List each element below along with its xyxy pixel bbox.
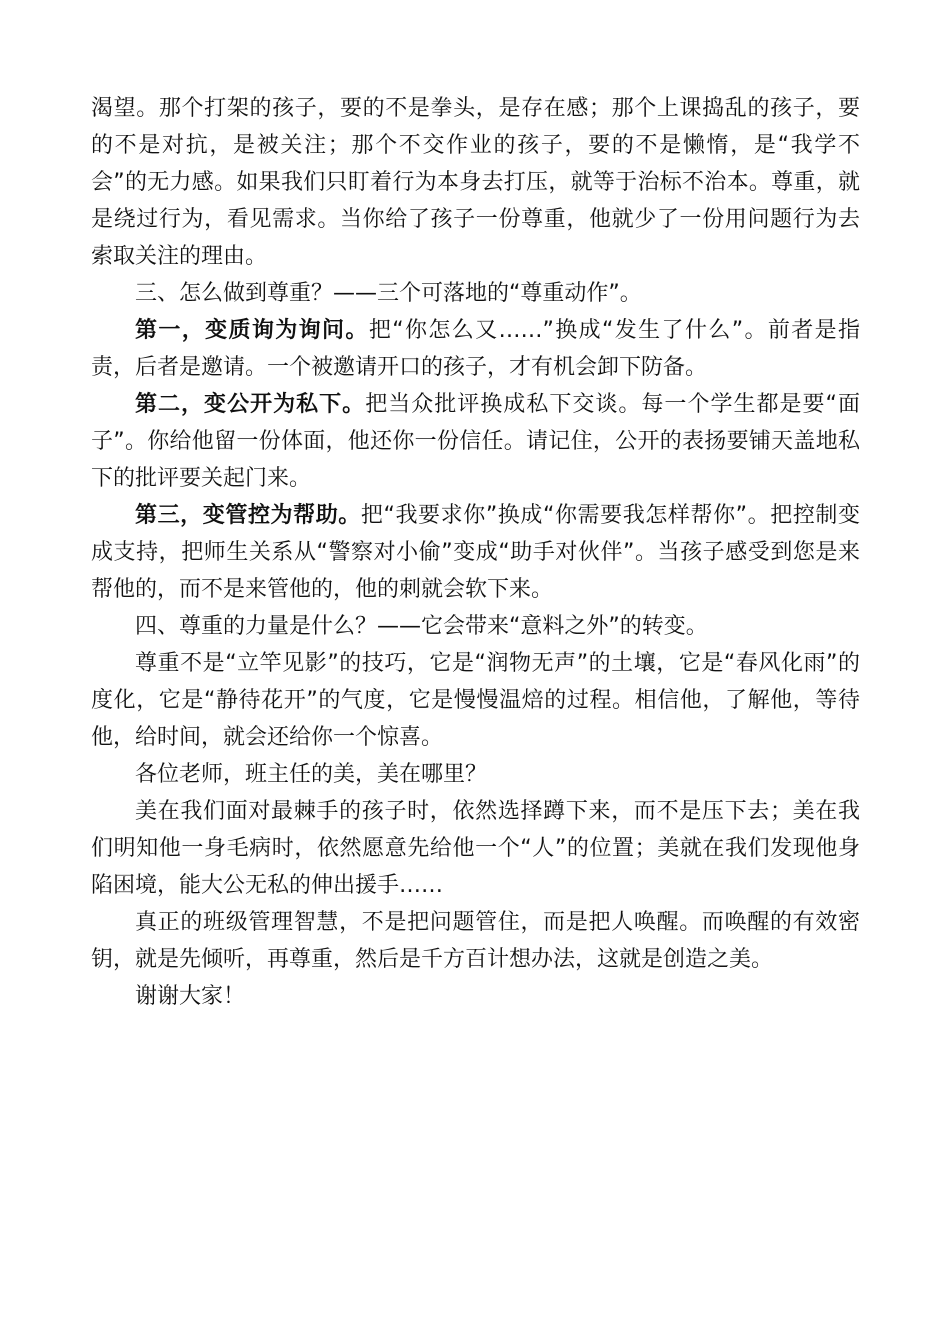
paragraph-text: 尊重不是“立竿见影”的技巧，它是“润物无声”的土壤，它是“春风化雨”的度化，它是“静待花开”的气度，它是慢慢温焙的过程。相信他，了解他，等待他，给时间，就会还给你一个惊喜。	[91, 651, 860, 750]
paragraph-point-three	[91, 497, 860, 608]
paragraph-text: 各位老师，班主任的美，美在哪里？	[135, 762, 488, 787]
heading-text: 四、尊重的力量是什么？——它会带来“意料之外”的转变。	[135, 614, 708, 639]
heading-text: 三、怎么做到尊重？——三个可落地的“尊重动作”。	[135, 281, 642, 306]
paragraph-text: 把“我要求你”换成“你需要我怎样帮你”。把控制变成支持，把师生关系从“警察对小偷”变成“助手对伙伴”。当孩子感受到您是来帮他的，而不是来管他的，他的刺就会软下来。	[91, 503, 860, 602]
paragraph-point-one	[91, 312, 860, 386]
paragraph-continuation	[91, 90, 860, 275]
paragraph-thanks	[91, 978, 860, 1015]
point-lead: 第二，变公开为私下。	[135, 392, 366, 417]
paragraph-respect-power	[91, 645, 860, 756]
paragraph-beauty	[91, 793, 860, 904]
paragraph-text: 渴望。那个打架的孩子，要的不是拳头，是存在感；那个上课捣乱的孩子，要的不是对抗，是被关注；那个不交作业的孩子，要的不是懒惰，是“我学不会”的无力感。如果我们只盯着行为本身去打压，就等于治标不治本。尊重，就是绕过行为，看见需求。当你给了孩子一份尊重，他就少了一份用问题行为去索取关注的理由。	[91, 96, 860, 269]
paragraph-text: 把当众批评换成私下交谈。每一个学生都是要“面子”。你给他留一份体面，他还你一份信任。请记住，公开的表扬要铺天盖地私下的批评要关起门来。	[91, 392, 860, 491]
paragraph-point-two	[91, 386, 860, 497]
paragraph-text: 真正的班级管理智慧，不是把问题管住，而是把人唤醒。而唤醒的有效密钥，就是先倾听，再尊重，然后是千方百计想办法，这就是创造之美。	[91, 910, 860, 972]
point-lead: 第一，变质询为询问。	[135, 318, 369, 343]
section-heading-four	[91, 608, 860, 645]
section-heading-three	[91, 275, 860, 312]
paragraph-text: 谢谢大家！	[135, 984, 246, 1009]
paragraph-text: 把“你怎么又……”换成“发生了什么”。前者是指责，后者是邀请。一个被邀请开口的孩子，才有机会卸下防备。	[91, 318, 860, 380]
document-page	[91, 90, 860, 1015]
paragraph-wisdom	[91, 904, 860, 978]
paragraph-text: 美在我们面对最棘手的孩子时，依然选择蹲下来，而不是压下去；美在我们明知他一身毛病时，依然愿意先给他一个“人”的位置；美就在我们发现他身陷困境，能大公无私的伸出援手……	[91, 799, 860, 898]
paragraph-question	[91, 756, 860, 793]
point-lead: 第三，变管控为帮助。	[135, 503, 361, 528]
